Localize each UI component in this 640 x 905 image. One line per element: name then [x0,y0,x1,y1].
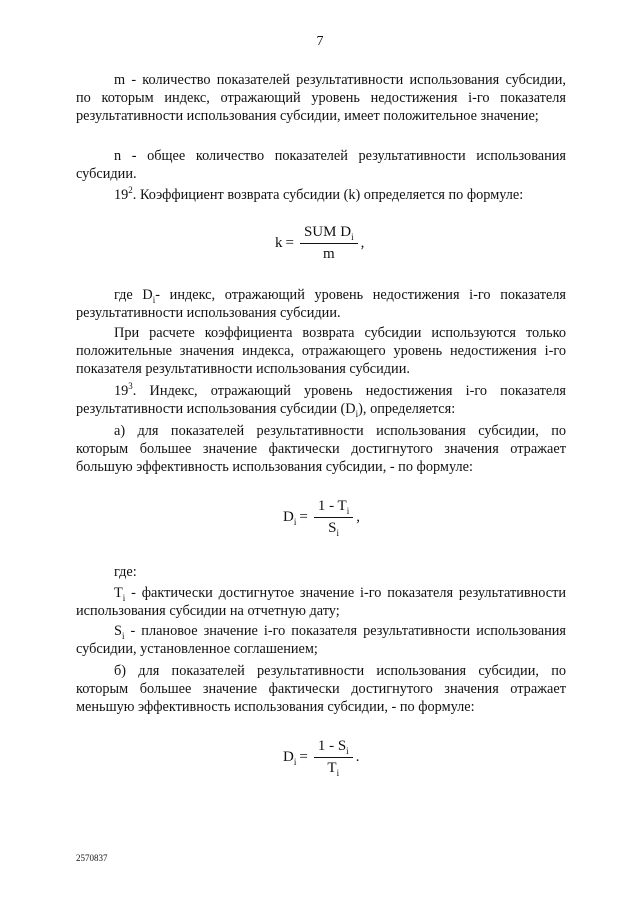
fraction [300,224,358,263]
formula-lhs: $D_i$ [283,749,297,767]
equals-sign: = [285,235,294,251]
item-a: а) для показателей результативности использования субсидии, по которым большее значение фактически достигнутого значения отражает большую эффективность использования субсидии, - по формуле: [76,423,566,476]
clause-number: 19 [114,187,129,203]
formula-a [283,498,360,537]
equals-sign: = [299,749,308,765]
formula-b [283,738,359,777]
where-label: где: [114,564,137,580]
denominator: $S_i$ [328,520,339,538]
formula-lhs: k [275,235,283,251]
formula-k [275,224,364,263]
clause-19-3: $19^3$. Индекс, отражающий уровень недостижения i-го показателя результативности использования субсидии $(D_i)$, определяется: [76,381,566,420]
document-code: 2570837 [76,853,108,863]
numerator: $1 - T_i$ [314,498,353,518]
numerator: SUM $D_i$ [300,224,358,244]
clause-superscript: 2 [128,185,133,196]
numerator: $1 - S_i$ [314,738,353,758]
formula-tail: , [360,235,365,251]
denominator: $T_i$ [327,760,340,778]
clause-text: . Коэффициент возврата субсидии (k) определяется по формуле: [132,187,524,203]
definition-s: $S_i$ - плановое значение i-го показателя результативности использования субсидии, установленное соглашением; [76,623,566,658]
item-b: б) для показателей результативности использования субсидии, по которым большее значение фактически достигнутого значения отражает меньшую эффективность использования субсидии, - по формуле: [76,663,566,716]
formula-tail: . [355,749,360,765]
formula-lhs: $D_i$ [283,509,297,527]
fraction [314,498,353,537]
clause-19-2 [76,186,566,204]
fraction [314,738,353,777]
definition-di: где $D_i-$ индекс, отражающий уровень недостижения i-го показателя результативности использования субсидии. [76,287,567,322]
definition-n: n - общее количество показателей результативности использования субсидии. [76,148,566,183]
page-number: 7 [316,34,324,49]
formula-tail: , [356,509,360,525]
definition-t: $T_i$ - фактически достигнутое значение i-го показателя результативности использования субсидии на отчетную дату; [76,585,566,620]
denominator: m [322,246,335,262]
equals-sign: = [299,509,308,525]
paragraph-positive-values: При расчете коэффициента возврата субсидии используются только положительные значения индекса, отражающего уровень недостижения i-го показателя результативности использования субсидии. [76,325,566,378]
definition-m: m - количество показателей результативности использования субсидии, по которым индекс, отражающий уровень недостижения i-го показателя результативности использования субсидии, имеет положительное значение; [76,72,566,125]
